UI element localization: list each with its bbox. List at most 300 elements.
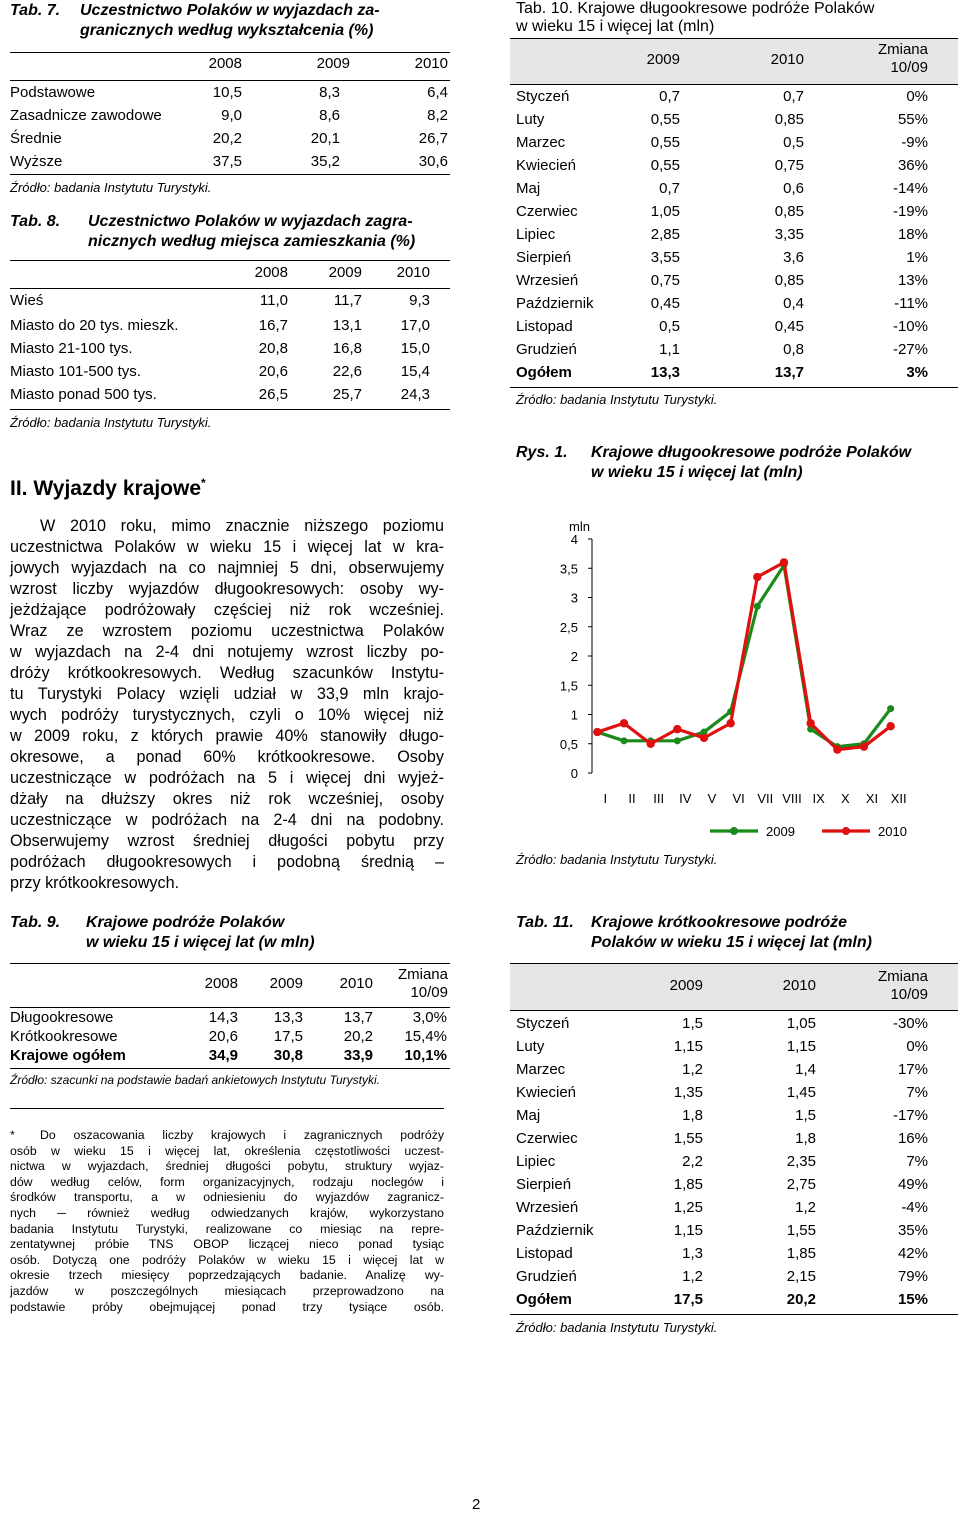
footnote-line: osób. Dotyczą one podróży Polaków w wieku 15 i więcej lat w — [10, 1252, 444, 1267]
rys1-title-line: w wieku 15 i więcej lat (mln) — [591, 464, 803, 481]
row-label: Listopad — [516, 1245, 573, 1262]
footnote-mark: * — [201, 476, 206, 490]
tab10-source: Źródło: badania Instytutu Turystyki. — [516, 392, 718, 407]
table-cell: 35,2 — [310, 153, 340, 170]
table-cell: 2,75 — [786, 1176, 816, 1193]
paragraph-line: w 2009 roku, z których prawie 40% stanowiły długo- — [10, 727, 444, 745]
row-label: Lipiec — [516, 226, 556, 243]
row-label: Lipiec — [516, 1153, 556, 1170]
table-cell: 25,7 — [332, 386, 362, 403]
table-cell: 34,9 — [208, 1047, 238, 1064]
table-cell: 7% — [906, 1084, 928, 1101]
table-row — [510, 1105, 958, 1127]
table-row — [510, 109, 958, 131]
footnote-line: okresie trzech miesięcy poprzedzających badanie. Analizę wy- — [10, 1268, 444, 1283]
table-cell: 17,5 — [273, 1028, 303, 1045]
row-label: Sierpień — [516, 249, 572, 266]
row-label: Styczeń — [516, 1015, 570, 1032]
row-label: Wyższe — [10, 153, 63, 170]
table-header: 2009 — [316, 55, 350, 72]
row-label: Miasto do 20 tys. mieszk. — [10, 317, 179, 334]
table-cell: 30,8 — [273, 1047, 303, 1064]
tab8-header-row — [10, 264, 450, 286]
table-row — [510, 132, 958, 154]
tab9-table — [10, 963, 450, 1069]
row-label: Luty — [516, 1038, 545, 1055]
tab11-source: Źródło: badania Instytutu Turystyki. — [516, 1320, 718, 1335]
data-point-2009 — [754, 603, 761, 610]
table-cell: 1,5 — [682, 1015, 703, 1032]
rys1-chart — [520, 505, 940, 845]
table-cell: 79% — [897, 1268, 928, 1285]
table-cell: 20,6 — [258, 363, 288, 380]
table-cell: 16,8 — [332, 340, 362, 357]
data-point-2010 — [753, 573, 761, 581]
table-cell: 7% — [906, 1153, 928, 1170]
section-heading — [10, 470, 206, 502]
table-cell: 10,1% — [404, 1047, 447, 1064]
table-row — [510, 1013, 958, 1035]
table-cell: -4% — [901, 1199, 928, 1216]
y-tick-label: 0,5 — [559, 736, 578, 752]
tab9-change-header — [378, 966, 448, 1002]
table-cell: 33,9 — [343, 1047, 373, 1064]
table-cell: 17,0 — [400, 317, 430, 334]
paragraph-line: Wraz ze wzrostem poziomu uczestnictwa Polaków — [10, 622, 444, 640]
table-cell: 1,85 — [786, 1245, 816, 1262]
tab7-table — [10, 52, 450, 176]
table-cell: 9,3 — [409, 292, 430, 309]
table-row — [510, 155, 958, 177]
section-heading-text: II. Wyjazdy krajowe — [10, 477, 202, 500]
table-cell: 13,7 — [774, 364, 804, 381]
tab10-change-header — [848, 41, 928, 77]
data-point-2010 — [673, 725, 681, 733]
row-label: Wieś — [10, 292, 44, 309]
row-label: Październik — [516, 295, 594, 312]
paragraph-line: dżały na dłuższy okres niż rok wcześniej, osoby — [10, 790, 444, 808]
footnote-line: jazdów w poszczególnych miesiącach przeprowadzono na — [10, 1283, 444, 1298]
row-label: Listopad — [516, 318, 573, 335]
y-axis-label: mln — [569, 519, 590, 534]
paragraph-line: wzrost liczby wyjazdów długookresowych: osoby wy- — [10, 580, 444, 598]
table-cell: 0,8 — [783, 341, 804, 358]
rys1-title-line: Krajowe długookresowe podróże Polaków — [591, 444, 912, 461]
table-row — [510, 1082, 958, 1104]
table-header: 2010 — [770, 51, 804, 68]
table-cell: -14% — [892, 180, 928, 197]
table-cell: 26,5 — [258, 386, 288, 403]
tab11-title-line: Polaków w wieku 15 i więcej lat (mln) — [591, 934, 872, 951]
tab10-title-line: Tab. 10. Krajowe długookresowe podróże Polaków — [516, 0, 875, 17]
y-tick-label: 1 — [570, 707, 578, 723]
footnote-line: nych ─ również według odwiedzanych krajów, wykorzystano — [10, 1205, 444, 1220]
table-cell: 0,45 — [650, 295, 680, 312]
table-header: Zmiana — [877, 968, 928, 985]
x-tick-label: XII — [890, 791, 907, 806]
table-cell: 0,5 — [783, 134, 804, 151]
rys1-label: Rys. 1. — [516, 444, 568, 461]
tab7-label: Tab. 7. — [10, 2, 61, 19]
data-point-2010 — [726, 719, 734, 727]
data-point-2010 — [700, 734, 708, 742]
data-point-2009 — [674, 737, 681, 744]
table-cell: 3% — [906, 364, 928, 381]
paragraph-line: tu Turystyki Polacy wzięli udział w 33,9 mln krajo- — [10, 685, 444, 703]
legend-marker-2009 — [730, 827, 738, 835]
table-header: 2008 — [208, 55, 242, 72]
table-cell: 37,5 — [212, 153, 242, 170]
tab11-label: Tab. 11. — [516, 914, 574, 931]
row-label: Miasto 21-100 tys. — [10, 340, 133, 357]
x-tick-label: I — [603, 791, 608, 806]
row-label: Marzec — [516, 134, 566, 151]
table-cell: 1,1 — [659, 341, 680, 358]
data-point-2010 — [833, 745, 841, 753]
footnote-line — [10, 1128, 444, 1144]
row-label: Luty — [516, 111, 545, 128]
table-header: 10/09 — [410, 984, 448, 1001]
table-cell: 11,0 — [259, 292, 288, 309]
table-row-total — [10, 1045, 450, 1067]
table-header: 2010 — [339, 975, 373, 992]
table-row — [510, 339, 958, 361]
footnote-line: nictwa w wyjazdach, średniej długości pobytu, struktury wyjaz- — [10, 1159, 444, 1174]
table-row — [510, 1220, 958, 1242]
tab10-title-line: w wieku 15 i więcej lat (mln) — [516, 18, 715, 35]
data-point-2010 — [806, 719, 814, 727]
paragraph-line: w wyjazdach na 2-4 dni notujemy wzrost liczby po- — [10, 643, 444, 661]
paragraph-line: W 2010 roku, mimo znacznie niższego poziomu — [40, 517, 444, 535]
row-label: Październik — [516, 1222, 594, 1239]
table-row — [510, 1243, 958, 1265]
tab7-title-line: granicznych według wykształcenia (%) — [80, 22, 374, 39]
table-cell: 11,7 — [333, 292, 362, 309]
table-header: 10/09 — [890, 59, 928, 76]
table-cell: 8,2 — [427, 107, 448, 124]
tab9-title-line: Krajowe podróże Polaków — [86, 914, 285, 931]
row-label: Wrzesień — [516, 272, 579, 289]
table-cell: 1,15 — [673, 1222, 703, 1239]
table-cell: 1,55 — [673, 1130, 703, 1147]
table-cell: 2,15 — [786, 1268, 816, 1285]
table-header: Zmiana — [877, 41, 928, 58]
table-header: 2009 — [669, 977, 703, 994]
x-tick-label: VI — [732, 791, 745, 806]
table-cell: 0,6 — [783, 180, 804, 197]
tab8-title-line: nicznych według miejsca zamieszkania (%) — [88, 233, 416, 250]
table-row — [510, 1174, 958, 1196]
table-header: 2008 — [204, 975, 238, 992]
row-label: Podstawowe — [10, 84, 96, 101]
row-label: Styczeń — [516, 88, 570, 105]
row-label: Kwiecień — [516, 1084, 577, 1101]
table-cell: 0% — [906, 1038, 928, 1055]
tab8-label: Tab. 8. — [10, 213, 61, 230]
x-tick-label: IX — [812, 791, 825, 806]
table-cell: 0,55 — [650, 157, 680, 174]
table-cell: 20,6 — [208, 1028, 238, 1045]
row-label: Grudzień — [516, 341, 577, 358]
page-number: 2 — [472, 1496, 481, 1513]
table-cell: 0,45 — [774, 318, 804, 335]
table-cell: 13,3 — [650, 364, 680, 381]
table-row — [510, 1128, 958, 1150]
table-row — [510, 270, 958, 292]
tab11-title-line: Krajowe krótkookresowe podróże — [591, 914, 848, 931]
table-header: 2008 — [254, 264, 288, 281]
table-header: 2010 — [782, 977, 816, 994]
paragraph-line: wych podróży turystycznych, czyli o 10% więcej niż — [10, 706, 444, 724]
table-cell: 1,05 — [650, 203, 680, 220]
table-cell: 26,7 — [418, 130, 448, 147]
table-row — [10, 338, 450, 360]
table-cell: 35% — [897, 1222, 928, 1239]
paragraph-line: jeżdżające podróżowały częściej niż rok wcześniej. — [10, 601, 444, 619]
table-row — [510, 224, 958, 246]
table-cell: -11% — [894, 295, 928, 312]
y-tick-label: 0 — [570, 766, 578, 781]
x-tick-label: X — [840, 791, 850, 806]
table-row — [510, 201, 958, 223]
table-row — [10, 105, 450, 127]
table-cell: 20,1 — [310, 130, 340, 147]
table-row — [510, 1266, 958, 1288]
table-cell: 3,0% — [412, 1009, 447, 1026]
data-point-2010 — [780, 558, 788, 566]
table-cell: 0,7 — [783, 88, 804, 105]
footnote-line: badania Instytutu Turystyki, realizowane co miesiąc na repre- — [10, 1221, 444, 1236]
table-cell: 0,85 — [774, 203, 804, 220]
y-tick-label: 2,5 — [559, 619, 578, 635]
table-cell: 0,85 — [774, 111, 804, 128]
table-cell: 1,3 — [682, 1245, 703, 1262]
table-row — [510, 178, 958, 200]
table-cell: 8,6 — [319, 107, 340, 124]
table-cell: 3,55 — [650, 249, 680, 266]
legend-label: 2009 — [766, 824, 795, 839]
data-point-2009 — [621, 737, 628, 744]
table-header: 2010 — [414, 55, 448, 72]
table-cell: 0% — [906, 88, 928, 105]
table-cell: 0,75 — [650, 272, 680, 289]
table-row — [10, 82, 450, 104]
table-cell: 15,4 — [400, 363, 430, 380]
table-cell: 17% — [897, 1061, 928, 1078]
x-tick-label: III — [653, 791, 665, 806]
table-row — [510, 86, 958, 108]
tab11-title — [516, 913, 956, 953]
row-label: Miasto ponad 500 tys. — [10, 386, 157, 403]
footnote-text: Do oszacowania liczby krajowych i zagranicznych podróży — [40, 1128, 444, 1142]
table-cell: 15,4% — [404, 1028, 447, 1045]
table-row — [10, 290, 450, 312]
legend-marker-2010 — [842, 827, 850, 835]
rys1-title — [516, 443, 956, 483]
table-cell: 1,55 — [786, 1222, 816, 1239]
table-cell: 3,6 — [783, 249, 804, 266]
table-cell: 10,5 — [212, 84, 242, 101]
table-row — [510, 1059, 958, 1081]
table-cell: 0,85 — [774, 272, 804, 289]
table-cell: 0,7 — [659, 180, 680, 197]
y-tick-label: 4 — [570, 532, 578, 547]
table-cell: 30,6 — [418, 153, 448, 170]
table-cell: 8,3 — [319, 84, 340, 101]
tab11-table — [510, 963, 958, 1318]
data-point-2010 — [593, 728, 601, 736]
paragraph-line: okresowe, a ponad 60% krótkookresowe. Osoby — [10, 748, 444, 766]
table-cell: 20,2 — [343, 1028, 373, 1045]
table-row — [10, 128, 450, 150]
row-label: Miasto 101-500 tys. — [10, 363, 141, 380]
legend-label: 2010 — [878, 824, 907, 839]
footnote-mark: * — [10, 1128, 15, 1142]
tab8-table — [10, 260, 450, 410]
x-tick-label: VIII — [782, 791, 802, 806]
table-cell: 20,2 — [212, 130, 242, 147]
tab7-title-line: Uczestnictwo Polaków w wyjazdach za- — [80, 2, 380, 19]
row-label: Średnie — [10, 130, 62, 147]
y-tick-label: 3 — [570, 590, 578, 606]
paragraph-line: uczestniczące w podróżach na 5 i więcej dni wyjeż- — [10, 769, 444, 787]
table-cell: 2,35 — [786, 1153, 816, 1170]
row-label: Długookresowe — [10, 1009, 114, 1026]
table-cell: 20,8 — [258, 340, 288, 357]
tab8-title-line: Uczestnictwo Polaków w wyjazdach zagra- — [88, 213, 413, 230]
row-label: Krajowe ogółem — [10, 1047, 126, 1064]
paragraph-line: uczestnictwa Polaków w wieku 15 i więcej lat w kra- — [10, 538, 444, 556]
table-cell: -30% — [892, 1015, 928, 1032]
y-tick-label: 2 — [570, 649, 578, 664]
row-label: Maj — [516, 1107, 541, 1124]
table-cell: 17,5 — [673, 1291, 703, 1308]
table-cell: 18% — [897, 226, 928, 243]
footnote-line: dów według celów, form organizacyjnych, rodzaju noclegów i — [10, 1174, 444, 1189]
tab11-change-header — [848, 968, 928, 1004]
rys1-source: Źródło: badania Instytutu Turystyki. — [516, 852, 718, 867]
paragraph-line: dróży krótkookresowych. Według szacunków Instytu- — [10, 664, 444, 682]
x-tick-label: XI — [865, 791, 879, 806]
table-row — [510, 1036, 958, 1058]
table-row — [510, 247, 958, 269]
section-paragraph — [10, 516, 444, 894]
table-cell: 13,7 — [343, 1009, 373, 1026]
data-point-2010 — [886, 722, 894, 730]
row-label: Czerwiec — [516, 203, 578, 220]
table-header: 2009 — [328, 264, 362, 281]
series-line-2010 — [597, 562, 890, 749]
tab7-title — [10, 1, 450, 41]
tab10-table — [510, 38, 958, 384]
footnote-divider — [10, 1108, 444, 1109]
table-cell: 49% — [897, 1176, 928, 1193]
table-row-total — [510, 1289, 958, 1311]
tab9-source: Źródło: szacunki na podstawie badań ankietowych Instytutu Turystyki. — [10, 1073, 380, 1087]
row-label: Ogółem — [516, 1291, 572, 1308]
table-header: Zmiana — [397, 966, 448, 983]
tab8-title — [10, 212, 450, 252]
table-cell: 13% — [897, 272, 928, 289]
table-header: 2009 — [269, 975, 303, 992]
table-row — [10, 361, 450, 383]
x-tick-label: VII — [757, 791, 774, 806]
tab7-header-row — [10, 55, 450, 77]
footnote — [10, 1128, 444, 1315]
table-cell: -9% — [901, 134, 928, 151]
table-cell: 1,5 — [795, 1107, 816, 1124]
tab7-source: Źródło: badania Instytutu Turystyki. — [10, 180, 212, 195]
table-cell: 22,6 — [332, 363, 362, 380]
tab8-source: Źródło: badania Instytutu Turystyki. — [10, 415, 212, 430]
x-tick-label: II — [628, 791, 636, 806]
table-cell: 1,2 — [682, 1061, 703, 1078]
data-point-2010 — [620, 719, 628, 727]
table-cell: 0,75 — [774, 157, 804, 174]
table-cell: 1,45 — [786, 1084, 816, 1101]
y-tick-label: 3,5 — [559, 561, 578, 577]
table-cell: 42% — [897, 1245, 928, 1262]
table-cell: 13,3 — [273, 1009, 303, 1026]
x-tick-label: V — [707, 791, 717, 806]
table-row — [510, 1197, 958, 1219]
table-row — [10, 384, 450, 406]
table-cell: 1,15 — [673, 1038, 703, 1055]
paragraph-line: podróżach długookresowych i podobną średnią – — [10, 853, 444, 871]
table-cell: -10% — [892, 318, 928, 335]
row-label: Grudzień — [516, 1268, 577, 1285]
table-row — [510, 1151, 958, 1173]
row-label: Marzec — [516, 1061, 566, 1078]
row-label: Sierpień — [516, 1176, 572, 1193]
table-cell: 2,85 — [650, 226, 680, 243]
tab9-title-line: w wieku 15 i więcej lat (w mln) — [86, 934, 315, 951]
table-cell: 1,35 — [673, 1084, 703, 1101]
table-header: 2010 — [396, 264, 430, 281]
table-cell: -19% — [892, 203, 928, 220]
table-cell: 20,2 — [786, 1291, 816, 1308]
table-cell: 1,05 — [786, 1015, 816, 1032]
row-label: Czerwiec — [516, 1130, 578, 1147]
table-cell: 1,25 — [673, 1199, 703, 1216]
table-cell: 3,35 — [774, 226, 804, 243]
row-label: Ogółem — [516, 364, 572, 381]
tab9-label: Tab. 9. — [10, 914, 61, 931]
table-row — [10, 315, 450, 337]
table-cell: 1,2 — [795, 1199, 816, 1216]
table-cell: 0,4 — [783, 295, 804, 312]
table-row — [10, 151, 450, 173]
table-cell: 1% — [906, 249, 928, 266]
table-cell: 15,0 — [400, 340, 430, 357]
table-cell: 1,85 — [673, 1176, 703, 1193]
table-cell: 9,0 — [221, 107, 242, 124]
paragraph-line: przy krótkookresowych. — [10, 874, 180, 892]
table-cell: 0,55 — [650, 111, 680, 128]
footnote-line: środków transportu, a w odniesieniu do wyjazdów zagranicz- — [10, 1190, 444, 1205]
footnote-line: osób w wieku 15 i więcej lat, określenia częstotliwości uczest- — [10, 1143, 444, 1158]
table-cell: 1,15 — [786, 1038, 816, 1055]
table-cell: 24,3 — [400, 386, 430, 403]
table-cell: -27% — [892, 341, 928, 358]
data-point-2010 — [646, 740, 654, 748]
table-cell: 1,4 — [795, 1061, 816, 1078]
table-cell: 2,2 — [682, 1153, 703, 1170]
table-cell: 1,8 — [795, 1130, 816, 1147]
table-header: 2009 — [646, 51, 680, 68]
tab9-title — [10, 913, 450, 953]
table-row — [510, 316, 958, 338]
